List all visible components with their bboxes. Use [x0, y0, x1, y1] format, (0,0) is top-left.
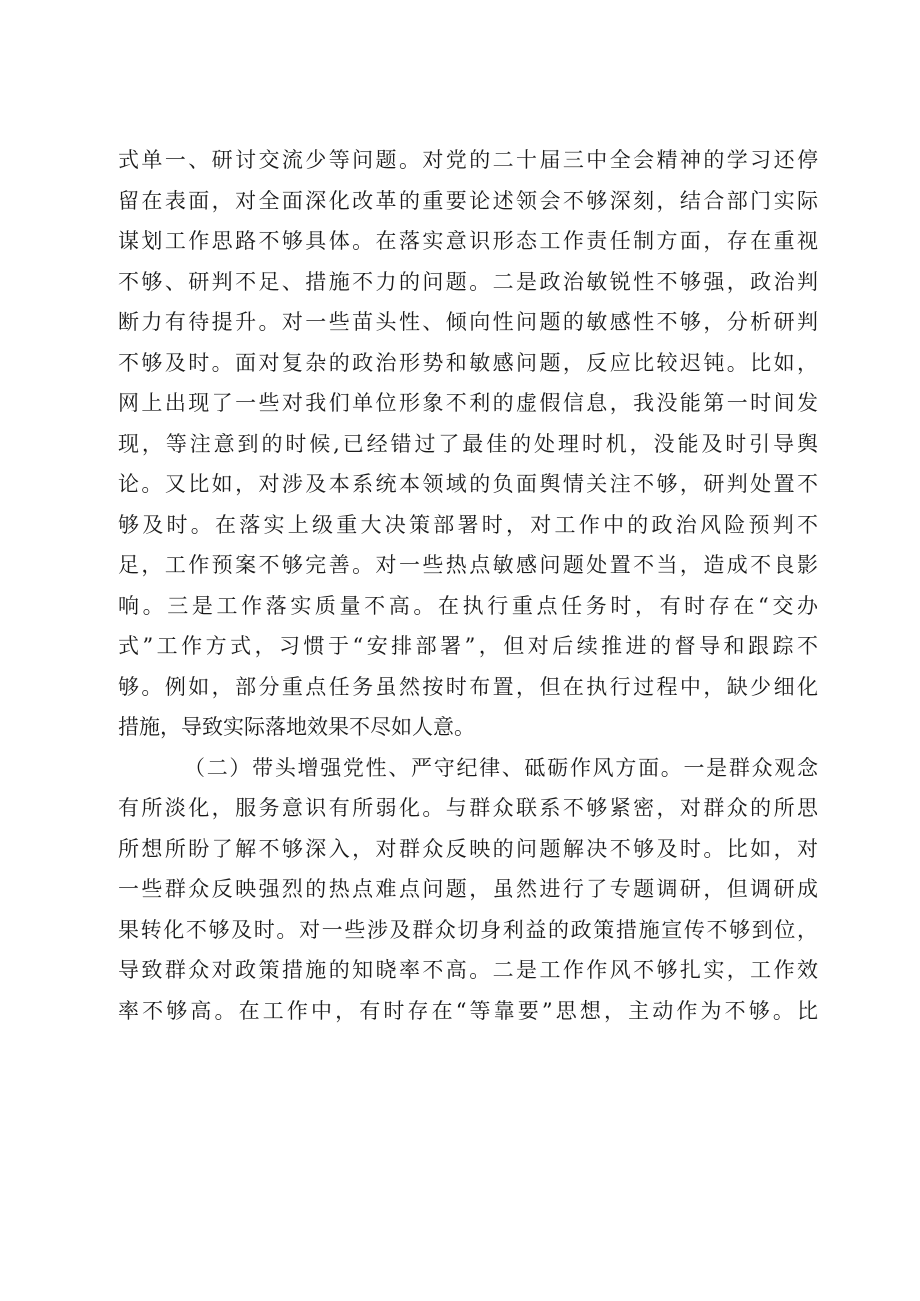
section-heading-line: （二）带头增强党性、严守纪律、砥砺作风方面。一是群众观念 — [184, 755, 818, 780]
text-line: 率不够高。在工作中，有时存在“等靠要”思想，主动作为不够。比 — [118, 998, 818, 1023]
text-line: 有所淡化，服务意识有所弱化。与群众联系不够紧密，对群众的所思 — [118, 796, 818, 820]
text-line: 一些群众反映强烈的热点难点问题，虽然进行了专题调研，但调研成 — [118, 877, 818, 901]
text-line: 留在表面，对全面深化改革的重要论述领会不够深刻，结合部门实际 — [118, 188, 818, 213]
text-line: 不够、研判不足、措施不力的问题。二是政治敏锐性不够强，政治判 — [118, 269, 818, 294]
text-line: 式单一、研讨交流少等问题。对党的二十届三中全会精神的学习还停 — [118, 148, 818, 172]
text-line: 式”工作方式，习惯于“安排部署”，但对后续推进的督导和跟踪不 — [118, 634, 818, 658]
text-line: 网上出现了一些对我们单位形象不利的虚假信息，我没能第一时间发 — [118, 391, 818, 415]
text-line: 导致群众对政策措施的知晓率不高。二是工作作风不够扎实，工作效 — [118, 958, 818, 982]
text-line: 不够及时。面对复杂的政治形势和敏感问题，反应比较迟钝。比如， — [118, 350, 818, 375]
text-line: 果转化不够及时。对一些涉及群众切身利益的政策措施宣传不够到位， — [118, 917, 818, 942]
text-line: 谋划工作思路不够具体。在落实意识形态工作责任制方面，存在重视 — [118, 229, 818, 253]
text-line: 论。又比如，对涉及本系统本领域的负面舆情关注不够，研判处置不 — [118, 472, 818, 496]
text-line: 现，等注意到的时候,已经错过了最佳的处理时机，没能及时引导舆 — [118, 431, 818, 456]
text-line: 够及时。在落实上级重大决策部署时，对工作中的政治风险预判不 — [118, 512, 818, 537]
text-line: 响。三是工作落实质量不高。在执行重点任务时，有时存在“交办 — [118, 593, 818, 618]
text-line: 够。例如，部分重点任务虽然按时布置，但在执行过程中，缺少细化 — [118, 674, 818, 699]
text-line: 断力有待提升。对一些苗头性、倾向性问题的敏感性不够，分析研判 — [118, 310, 818, 334]
text-line: 所想所盼了解不够深入，对群众反映的问题解决不够及时。比如，对 — [118, 836, 818, 861]
document-body — [118, 140, 818, 1031]
text-line: 足，工作预案不够完善。对一些热点敏感问题处置不当，造成不良影 — [118, 553, 818, 577]
paragraph-end-line: 措施，导致实际落地效果不尽如人意。 — [118, 715, 475, 739]
